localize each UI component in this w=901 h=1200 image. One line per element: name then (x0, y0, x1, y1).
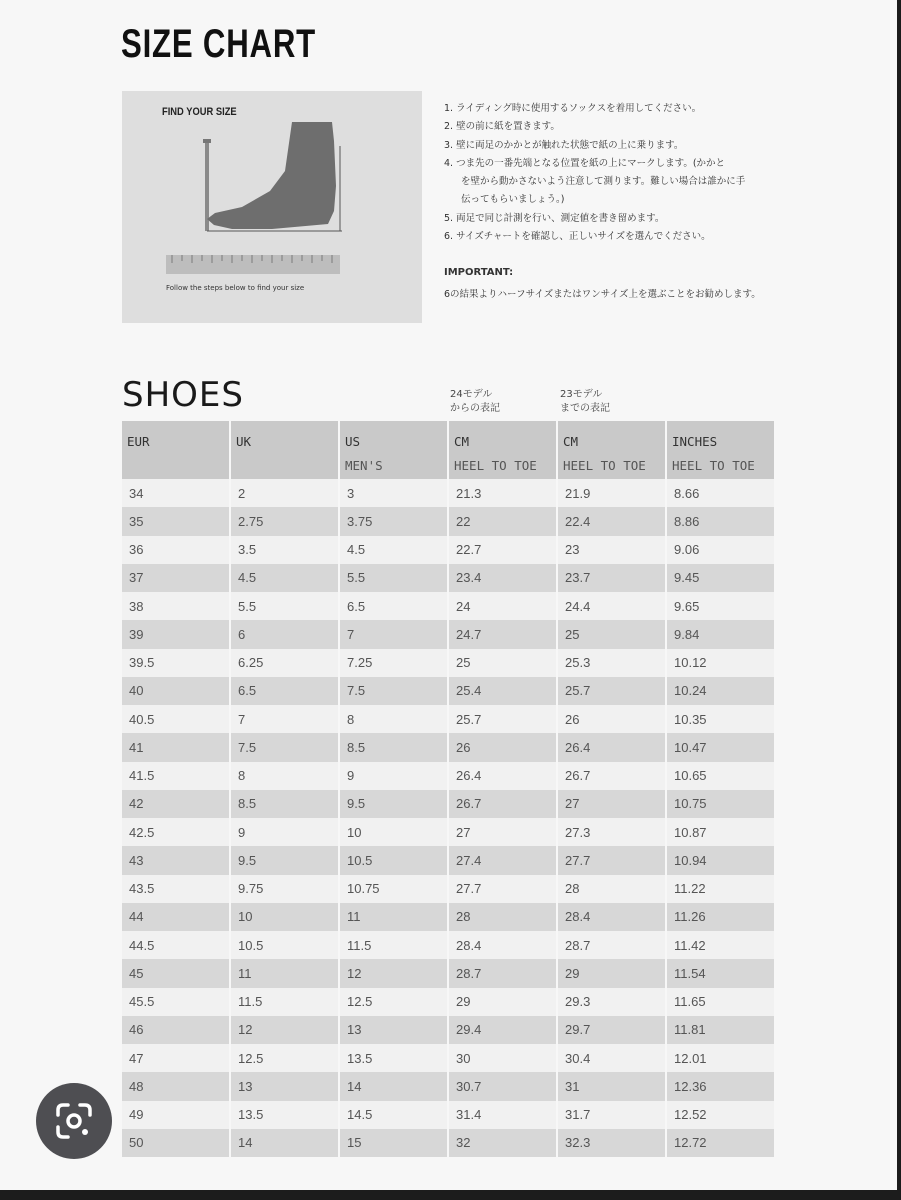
table-row (122, 846, 774, 874)
important-text: 6の結果よりハーフサイズまたはワンサイズ上を選ぶことをお勧めします。 (444, 289, 761, 300)
table-row (122, 733, 774, 761)
table-row (122, 931, 774, 959)
table-cell: 45.5 (122, 988, 229, 1016)
table-cell: 29.3 (558, 988, 665, 1016)
table-cell: 26.4 (558, 733, 665, 761)
table-cell: 11.54 (667, 959, 774, 987)
table-cell: 10.47 (667, 733, 774, 761)
table-cell: 25.4 (449, 677, 556, 705)
table-cell: 8.66 (667, 479, 774, 507)
table-body (122, 479, 774, 1157)
table-cell: 11 (340, 903, 447, 931)
table-cell: 5.5 (231, 592, 338, 620)
table-cell: 10.65 (667, 762, 774, 790)
table-cell: 21.9 (558, 479, 665, 507)
table-cell: 6.25 (231, 649, 338, 677)
find-your-size-title: FIND YOUR SIZE (162, 106, 237, 118)
table-row (122, 875, 774, 903)
table-cell: 41 (122, 733, 229, 761)
table-cell: 28.7 (558, 931, 665, 959)
table-cell: 23.4 (449, 564, 556, 592)
table-cell: 14 (231, 1129, 338, 1157)
table-cell: 9.5 (340, 790, 447, 818)
table-cell: 43.5 (122, 875, 229, 903)
table-cell: 32 (449, 1129, 556, 1157)
table-cell: 26.7 (558, 762, 665, 790)
table-cell: 11 (231, 959, 338, 987)
table-cell: 7.5 (231, 733, 338, 761)
column-header-inches (667, 421, 774, 479)
table-cell: 7.5 (340, 677, 447, 705)
table-cell: 46 (122, 1016, 229, 1044)
table-cell: 26 (449, 733, 556, 761)
table-cell: 23 (558, 536, 665, 564)
table-cell: 12.01 (667, 1044, 774, 1072)
column-sublabel: HEEL TO TOE (563, 458, 646, 473)
table-cell: 2 (231, 479, 338, 507)
table-cell: 10.12 (667, 649, 774, 677)
table-cell: 12.52 (667, 1101, 774, 1129)
table-row (122, 903, 774, 931)
table-cell: 15 (340, 1129, 447, 1157)
table-cell: 28 (558, 875, 665, 903)
table-cell: 25 (558, 620, 665, 648)
table-cell: 22.7 (449, 536, 556, 564)
table-cell: 10.75 (667, 790, 774, 818)
table-cell: 40.5 (122, 705, 229, 733)
table-row (122, 762, 774, 790)
table-cell: 29.7 (558, 1016, 665, 1044)
table-cell: 7 (231, 705, 338, 733)
table-cell: 9 (231, 818, 338, 846)
table-cell: 10.35 (667, 705, 774, 733)
table-cell: 26.7 (449, 790, 556, 818)
page-title: SIZE CHART (121, 22, 316, 66)
table-cell: 27 (558, 790, 665, 818)
table-cell: 36 (122, 536, 229, 564)
table-cell: 27.7 (558, 846, 665, 874)
table-cell: 2.75 (231, 507, 338, 535)
table-cell: 42.5 (122, 818, 229, 846)
table-cell: 29 (558, 959, 665, 987)
table-cell: 35 (122, 507, 229, 535)
table-cell: 4.5 (231, 564, 338, 592)
table-cell: 9.5 (231, 846, 338, 874)
table-row (122, 536, 774, 564)
table-cell: 28.4 (558, 903, 665, 931)
table-cell: 10 (340, 818, 447, 846)
table-cell: 24 (449, 592, 556, 620)
instruction-step: 5. 両足で同じ計測を行い、測定値を書き留めます。 (444, 212, 665, 224)
table-cell: 27 (449, 818, 556, 846)
instruction-step: 2. 壁の前に紙を置きます。 (444, 121, 560, 133)
table-cell: 10.94 (667, 846, 774, 874)
table-cell: 25 (449, 649, 556, 677)
table-cell: 6.5 (340, 592, 447, 620)
table-cell: 9.84 (667, 620, 774, 648)
table-cell: 31 (558, 1072, 665, 1100)
important-label: IMPORTANT: (444, 267, 514, 278)
table-cell: 11.42 (667, 931, 774, 959)
table-cell: 28 (449, 903, 556, 931)
column-header-eur (122, 421, 229, 479)
table-cell: 34 (122, 479, 229, 507)
table-row (122, 479, 774, 507)
table-cell: 5.5 (340, 564, 447, 592)
table-cell: 13 (340, 1016, 447, 1044)
table-cell: 9 (340, 762, 447, 790)
column-label: US (345, 434, 361, 449)
table-header-row (122, 421, 774, 479)
column-label: INCHES (672, 434, 718, 449)
table-row (122, 790, 774, 818)
table-cell: 43 (122, 846, 229, 874)
note-24-model (450, 388, 500, 416)
shoes-heading: SHOES (122, 375, 244, 415)
measurement-instructions (444, 100, 784, 246)
table-row (122, 959, 774, 987)
table-cell: 25.7 (449, 705, 556, 733)
table-cell: 7.25 (340, 649, 447, 677)
table-cell: 22 (449, 507, 556, 535)
table-cell: 8.5 (231, 790, 338, 818)
table-cell: 3 (340, 479, 447, 507)
instruction-step: 3. 壁に両足のかかとが触れた状態で紙の上に乗ります。 (444, 139, 684, 151)
table-row (122, 564, 774, 592)
table-cell: 13.5 (231, 1101, 338, 1129)
table-row (122, 592, 774, 620)
table-row (122, 1101, 774, 1129)
table-cell: 45 (122, 959, 229, 987)
table-cell: 37 (122, 564, 229, 592)
table-cell: 44 (122, 903, 229, 931)
table-cell: 12.36 (667, 1072, 774, 1100)
table-cell: 24.4 (558, 592, 665, 620)
column-sublabel: MEN'S (345, 458, 383, 473)
note-23-model (560, 388, 610, 416)
table-cell: 11.65 (667, 988, 774, 1016)
table-cell: 8.86 (667, 507, 774, 535)
table-cell: 21.3 (449, 479, 556, 507)
column-label: EUR (127, 434, 150, 449)
table-cell: 8.5 (340, 733, 447, 761)
table-cell: 41.5 (122, 762, 229, 790)
table-cell: 30.7 (449, 1072, 556, 1100)
column-label: CM (454, 434, 470, 449)
table-row (122, 705, 774, 733)
column-sublabel: HEEL TO TOE (454, 458, 537, 473)
find-your-size-illustration (122, 91, 422, 323)
table-cell: 12 (231, 1016, 338, 1044)
table-row (122, 1016, 774, 1044)
table-row (122, 988, 774, 1016)
note-line: 24モデル (450, 389, 493, 400)
table-cell: 10.5 (340, 846, 447, 874)
table-cell: 39.5 (122, 649, 229, 677)
table-cell: 24.7 (449, 620, 556, 648)
table-cell: 8 (340, 705, 447, 733)
instruction-step: 1. ライディング時に使用するソックスを着用してください。 (444, 103, 702, 114)
table-cell: 4.5 (340, 536, 447, 564)
instruction-step: 6. サイズチャートを確認し、正しいサイズを選んでください。 (444, 231, 711, 243)
table-cell: 10.5 (231, 931, 338, 959)
table-cell: 14.5 (340, 1101, 447, 1129)
table-row (122, 1129, 774, 1157)
column-header-cm-23 (558, 421, 665, 479)
shoe-size-table (120, 421, 776, 1157)
table-cell: 39 (122, 620, 229, 648)
table-cell: 11.26 (667, 903, 774, 931)
table-cell: 32.3 (558, 1129, 665, 1157)
table-cell: 8 (231, 762, 338, 790)
table-cell: 27.4 (449, 846, 556, 874)
column-sublabel: HEEL TO TOE (672, 458, 755, 473)
table-cell: 28.7 (449, 959, 556, 987)
table-cell: 9.65 (667, 592, 774, 620)
table-cell: 29 (449, 988, 556, 1016)
note-line: 23モデル (560, 389, 603, 400)
table-cell: 11.22 (667, 875, 774, 903)
table-cell: 23.7 (558, 564, 665, 592)
table-cell: 3.5 (231, 536, 338, 564)
table-cell: 29.4 (449, 1016, 556, 1044)
table-cell: 26 (558, 705, 665, 733)
table-cell: 12.5 (231, 1044, 338, 1072)
table-cell: 28.4 (449, 931, 556, 959)
find-your-size-caption: Follow the steps below to find your size (166, 284, 305, 292)
google-lens-button[interactable] (36, 1083, 112, 1159)
instruction-step: を壁から動かさないよう注意して測ります。難しい場合は誰かに手 (461, 176, 746, 188)
note-line: までの表記 (560, 403, 610, 414)
table-cell: 25.3 (558, 649, 665, 677)
table-cell: 11.5 (231, 988, 338, 1016)
table-cell: 9.75 (231, 875, 338, 903)
table-cell: 31.4 (449, 1101, 556, 1129)
table-cell: 27.7 (449, 875, 556, 903)
table-row (122, 507, 774, 535)
table-cell: 42 (122, 790, 229, 818)
note-line: からの表記 (450, 403, 500, 414)
column-label: UK (236, 434, 252, 449)
table-cell: 13 (231, 1072, 338, 1100)
column-header-us (340, 421, 447, 479)
instruction-step: 伝ってもらいましょう。) (461, 194, 565, 206)
table-cell: 12 (340, 959, 447, 987)
table-cell: 25.7 (558, 677, 665, 705)
instruction-step: 4. つま先の一番先端となる位置を紙の上にマークします。(かかと (444, 157, 726, 169)
table-cell: 31.7 (558, 1101, 665, 1129)
table-cell: 26.4 (449, 762, 556, 790)
google-lens-icon (54, 1101, 94, 1141)
table-cell: 12.72 (667, 1129, 774, 1157)
table-cell: 30.4 (558, 1044, 665, 1072)
table-cell: 14 (340, 1072, 447, 1100)
column-header-uk (231, 421, 338, 479)
table-cell: 13.5 (340, 1044, 447, 1072)
table-cell: 44.5 (122, 931, 229, 959)
table-cell: 10.75 (340, 875, 447, 903)
table-cell: 6.5 (231, 677, 338, 705)
table-cell: 38 (122, 592, 229, 620)
table-cell: 30 (449, 1044, 556, 1072)
table-cell: 9.45 (667, 564, 774, 592)
table-row (122, 677, 774, 705)
table-cell: 50 (122, 1129, 229, 1157)
column-header-cm-24 (449, 421, 556, 479)
table-row (122, 1072, 774, 1100)
table-cell: 10.87 (667, 818, 774, 846)
table-row (122, 620, 774, 648)
table-cell: 40 (122, 677, 229, 705)
table-cell: 47 (122, 1044, 229, 1072)
table-row (122, 649, 774, 677)
table-cell: 9.06 (667, 536, 774, 564)
table-row (122, 1044, 774, 1072)
table-cell: 3.75 (340, 507, 447, 535)
column-label: CM (563, 434, 579, 449)
table-cell: 11.5 (340, 931, 447, 959)
table-cell: 10.24 (667, 677, 774, 705)
table-cell: 6 (231, 620, 338, 648)
table-cell: 49 (122, 1101, 229, 1129)
table-cell: 10 (231, 903, 338, 931)
table-cell: 27.3 (558, 818, 665, 846)
table-cell: 7 (340, 620, 447, 648)
table-cell: 48 (122, 1072, 229, 1100)
table-cell: 12.5 (340, 988, 447, 1016)
table-row (122, 818, 774, 846)
table-cell: 22.4 (558, 507, 665, 535)
table-cell: 11.81 (667, 1016, 774, 1044)
